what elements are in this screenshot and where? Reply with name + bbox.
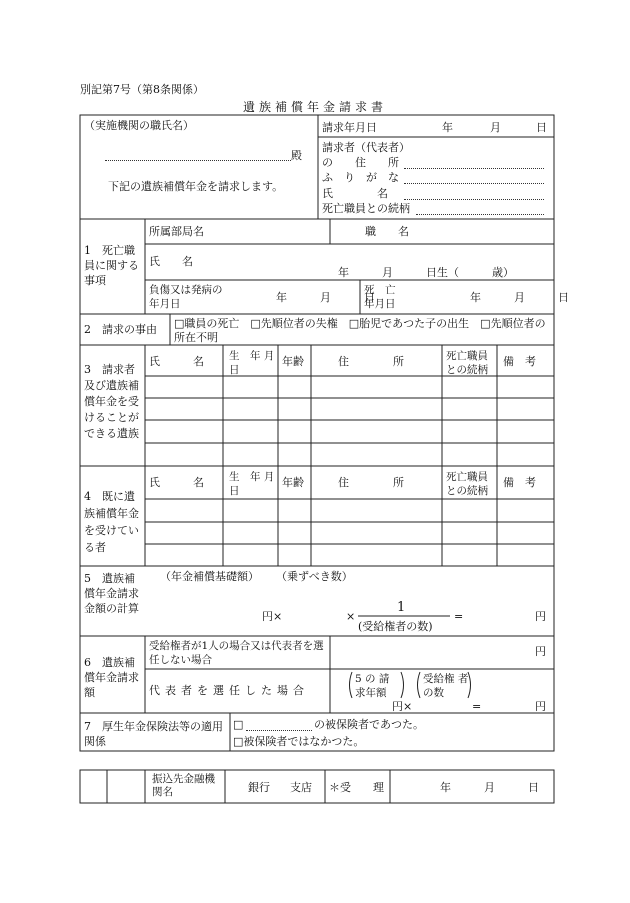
- deceased-name-label: 氏 名: [149, 255, 193, 268]
- sec4-title: 4 既に遺族補償年金を受けている者: [84, 490, 139, 554]
- sec6-title: 6 遺族補償年金請求額: [84, 656, 139, 699]
- agency-name-line[interactable]: [105, 160, 291, 161]
- yen-times: 円×: [262, 610, 283, 623]
- fraction-numerator: 1: [397, 600, 406, 615]
- sec5-yen: 円: [535, 610, 546, 623]
- insured-checkbox[interactable]: □: [233, 718, 244, 731]
- relation-label: 死亡職員との続柄: [322, 202, 410, 215]
- agency-label: （実施機関の職氏名）: [84, 119, 194, 132]
- form-reference: 別記第7号（第8条関係）: [80, 83, 204, 96]
- sec6-yen-times: 円×: [392, 700, 413, 713]
- death-label: 死 亡 年月日: [364, 284, 396, 310]
- injury-date: 年 月 日: [276, 291, 375, 304]
- sec6-yen-2: 円: [535, 700, 546, 713]
- dept-label: 所属部局名: [149, 225, 204, 238]
- fraction-denominator: (受給権者の数): [358, 620, 433, 633]
- sec5-title: 5 遺族補償年金請求金額の計算: [84, 572, 139, 615]
- name-label: 氏 名: [322, 187, 388, 200]
- sec1-title: 1 死亡職員に関する事項: [84, 244, 139, 287]
- representative-label: 代表者を選任した場合: [149, 684, 309, 697]
- request-statement: 下記の遺族補償年金を請求します。: [108, 180, 284, 193]
- sec2-title: 2 請求の事由: [84, 323, 157, 336]
- sec3-age-header: 年齢: [282, 355, 304, 368]
- furigana-label: ふ り が な: [322, 171, 399, 184]
- sec3-address-header: 住 所: [338, 355, 404, 368]
- form-title: 遺族補償年金請求書: [242, 100, 387, 114]
- injury-label: 負傷又は発病の年月日: [149, 284, 223, 310]
- multiplier-label: （乗ずべき数）: [276, 570, 353, 583]
- times-sign: ×: [346, 610, 356, 623]
- holders-count-label: 受給権 者の数: [423, 673, 469, 699]
- sec4-birth-header: 生 年 月 日: [229, 471, 285, 497]
- address-label: の 住 所: [322, 156, 399, 169]
- day-label: 日: [536, 121, 547, 134]
- sec3-note-header: 備 考: [503, 355, 536, 368]
- claimant-label: 請求者（代表者）: [322, 141, 410, 154]
- year-label: 年: [442, 121, 453, 134]
- sec3-name-header: 氏 名: [149, 355, 204, 368]
- bank-label: 振込先金融機関名: [152, 773, 215, 798]
- sec3-title: 3 請求者及び遺族補償年金を受けることができる遺族: [84, 363, 139, 440]
- single-holder-label: 受給権者が1人の場合又は代表者を選任しない場合: [149, 640, 324, 666]
- name-field[interactable]: [404, 199, 544, 200]
- honorific: 殿: [291, 149, 302, 162]
- birth-date-label: 年 月 日生（ 歳）: [338, 266, 514, 279]
- claim-reason-options[interactable]: □職員の死亡 □先順位者の失権 □胎児であつた子の出生 □先順位者の所在不明: [174, 317, 546, 344]
- month-label: 月: [490, 121, 501, 134]
- sec3-relation-header: 死亡職員 との続柄: [446, 350, 488, 376]
- not-insured-option[interactable]: □被保険者ではなかつた。: [233, 735, 365, 748]
- branch-text: 支店: [290, 781, 312, 794]
- address-field[interactable]: [404, 168, 544, 169]
- insurance-type-field[interactable]: [246, 730, 312, 731]
- sec7-title: 7 厚生年金保険法等の適用関係: [84, 720, 223, 748]
- sec4-relation-header: 死亡職員 との続柄: [446, 471, 488, 497]
- death-date: 年 月 日: [470, 291, 569, 304]
- sec3-birth-header: 生 年 月 日: [229, 350, 285, 376]
- relation-field[interactable]: [416, 214, 544, 215]
- sec4-address-header: 住 所: [338, 476, 404, 489]
- bank-text: 銀行: [248, 781, 270, 794]
- sec6-equals: =: [472, 700, 482, 713]
- annual-amount-label: 5 の 請 求年額: [355, 673, 390, 699]
- sec4-note-header: 備 考: [503, 476, 536, 489]
- insured-option-text: の被保険者であつた。: [314, 718, 424, 731]
- furigana-field[interactable]: [404, 183, 544, 184]
- sec4-name-header: 氏 名: [149, 476, 204, 489]
- received-date: 年 月 日: [440, 781, 539, 794]
- sec4-age-header: 年齢: [282, 476, 304, 489]
- position-label: 職 名: [365, 225, 409, 238]
- received-label: ＊受 理: [329, 781, 384, 794]
- sec6-yen-1: 円: [535, 645, 546, 658]
- date-label: 請求年月日: [322, 121, 377, 134]
- equals-sign: =: [454, 610, 464, 623]
- base-amount-label: （年金補償基礎額）: [160, 570, 259, 583]
